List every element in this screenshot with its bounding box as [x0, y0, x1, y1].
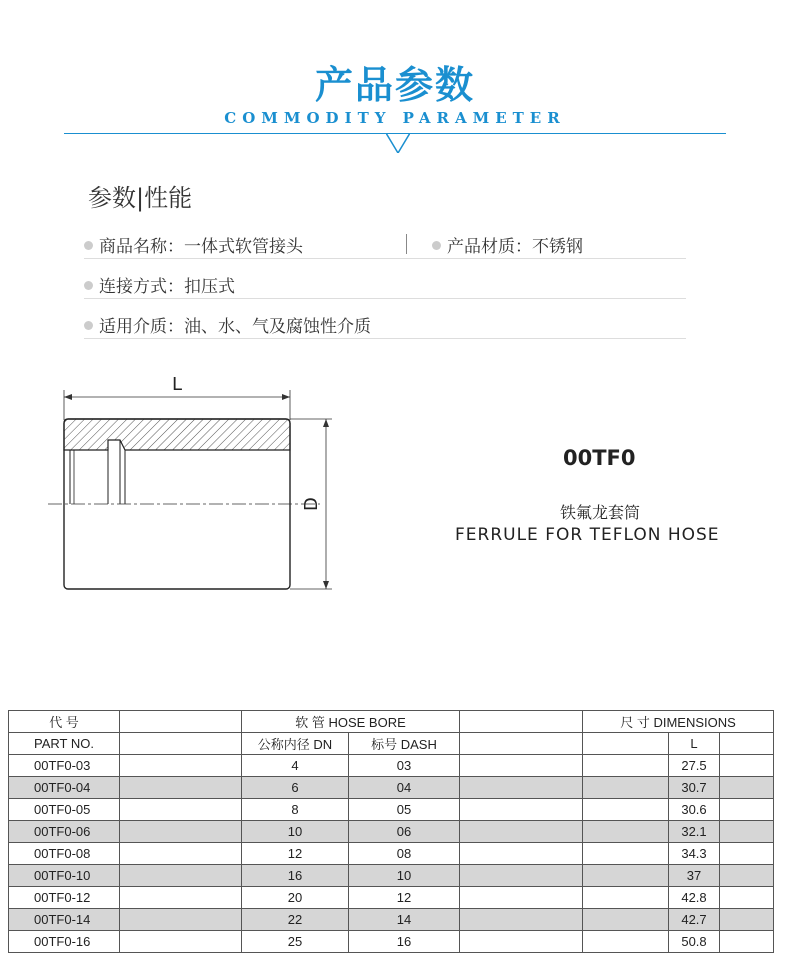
empty-cell: [120, 755, 242, 777]
empty-cell: [720, 931, 774, 953]
empty-cell: [460, 887, 583, 909]
table-row: [9, 821, 774, 843]
cell-dash: 16: [349, 931, 460, 953]
empty-cell: [120, 909, 242, 931]
cell-dn: 10: [242, 821, 349, 843]
cell-L: 50.8: [669, 931, 720, 953]
bullet-icon: [432, 241, 441, 250]
cell-L: 32.1: [669, 821, 720, 843]
empty-cell: [460, 799, 583, 821]
empty-cell: [720, 909, 774, 931]
empty-cell: [583, 931, 669, 953]
cell-dash: 03: [349, 755, 460, 777]
cell-dash: 04: [349, 777, 460, 799]
cell-part-no: 00TF0-10: [9, 865, 120, 887]
product-code: 00TF0: [563, 446, 636, 470]
empty-cell: [583, 799, 669, 821]
cell-part-no: 00TF0-04: [9, 777, 120, 799]
product-name: 商品名称：一体式软管接头: [99, 237, 303, 257]
cell-part-no: 00TF0-05: [9, 799, 120, 821]
cell-L: 27.5: [669, 755, 720, 777]
empty-cell: [460, 755, 583, 777]
cell-dash: 05: [349, 799, 460, 821]
cell-dash: 06: [349, 821, 460, 843]
header-code-cn: 代 号: [9, 711, 120, 733]
cell-dn: 16: [242, 865, 349, 887]
table-row: [9, 909, 774, 931]
cell-dash: 12: [349, 887, 460, 909]
table-row: [9, 865, 774, 887]
empty-cell: [120, 843, 242, 865]
param-row-1: [84, 218, 686, 259]
empty-cell: [120, 887, 242, 909]
empty-cell: [583, 843, 669, 865]
page-subtitle: COMMODITY PARAMETER: [224, 109, 566, 127]
cell-dn: 4: [242, 755, 349, 777]
param-row-3: [84, 298, 686, 339]
cell-L: 37: [669, 865, 720, 887]
chevron-down-icon: [386, 133, 410, 153]
empty-cell: [460, 931, 583, 953]
product-name-cn: 铁氟龙套筒: [560, 503, 641, 522]
empty-cell: [720, 865, 774, 887]
bullet-icon: [84, 241, 93, 250]
empty-cell: [583, 865, 669, 887]
cell-dn: 6: [242, 777, 349, 799]
param-row-2: [84, 258, 686, 299]
cell-dash: 10: [349, 865, 460, 887]
bullet-icon: [84, 321, 93, 330]
empty-cell: [120, 799, 242, 821]
product-material: 产品材质：不锈钢: [447, 237, 583, 257]
table-row: [9, 931, 774, 953]
cell-part-no: 00TF0-03: [9, 755, 120, 777]
cell-dn: 20: [242, 887, 349, 909]
table-subheader-row: [9, 733, 774, 755]
cell-dn: 25: [242, 931, 349, 953]
cell-dn: 12: [242, 843, 349, 865]
dimension-D-label: D: [301, 497, 322, 511]
empty-cell: [460, 865, 583, 887]
empty-cell: [720, 755, 774, 777]
empty-cell: [583, 887, 669, 909]
header-L: L: [669, 733, 720, 755]
cell-part-no: 00TF0-06: [9, 821, 120, 843]
product-name-en: FERRULE FOR TEFLON HOSE: [455, 525, 720, 545]
table-row: [9, 843, 774, 865]
header-dash: 标号 DASH: [349, 733, 460, 755]
connection-type: 连接方式：扣压式: [99, 277, 235, 297]
separator: [406, 234, 407, 254]
empty-cell: [583, 777, 669, 799]
page-title: 产品参数: [314, 63, 475, 107]
section-title: 参数|性能: [88, 184, 193, 212]
cell-L: 30.7: [669, 777, 720, 799]
empty-cell: [120, 821, 242, 843]
table-row: [9, 755, 774, 777]
empty-cell: [720, 821, 774, 843]
bullet-icon: [84, 281, 93, 290]
empty-cell: [583, 755, 669, 777]
spec-table: [8, 710, 774, 953]
cell-dn: 8: [242, 799, 349, 821]
dimension-L-label: L: [171, 374, 183, 395]
header-part-no: PART NO.: [9, 733, 120, 755]
empty-cell: [460, 821, 583, 843]
empty-cell: [120, 931, 242, 953]
cell-dn: 22: [242, 909, 349, 931]
cell-part-no: 00TF0-16: [9, 931, 120, 953]
empty-cell: [720, 843, 774, 865]
cell-L: 42.7: [669, 909, 720, 931]
table-row: [9, 777, 774, 799]
empty-cell: [720, 887, 774, 909]
cell-dash: 14: [349, 909, 460, 931]
cell-L: 30.6: [669, 799, 720, 821]
applicable-medium: 适用介质：油、水、气及腐蚀性介质: [99, 317, 371, 337]
empty-cell: [720, 799, 774, 821]
cell-L: 34.3: [669, 843, 720, 865]
empty-cell: [583, 821, 669, 843]
header-hose-bore: 软 管 HOSE BORE: [242, 711, 460, 733]
empty-cell: [460, 843, 583, 865]
header-dimensions: 尺 寸 DIMENSIONS: [583, 711, 774, 733]
table-header-row: [9, 711, 774, 733]
header-dn: 公称内径 DN: [242, 733, 349, 755]
cell-L: 42.8: [669, 887, 720, 909]
empty-cell: [120, 865, 242, 887]
cell-part-no: 00TF0-08: [9, 843, 120, 865]
table-row: [9, 799, 774, 821]
empty-cell: [583, 909, 669, 931]
ferrule-drawing: [40, 370, 340, 600]
cell-part-no: 00TF0-14: [9, 909, 120, 931]
empty-cell: [720, 777, 774, 799]
table-row: [9, 887, 774, 909]
cell-part-no: 00TF0-12: [9, 887, 120, 909]
empty-cell: [460, 909, 583, 931]
empty-cell: [460, 777, 583, 799]
empty-cell: [120, 777, 242, 799]
cell-dash: 08: [349, 843, 460, 865]
